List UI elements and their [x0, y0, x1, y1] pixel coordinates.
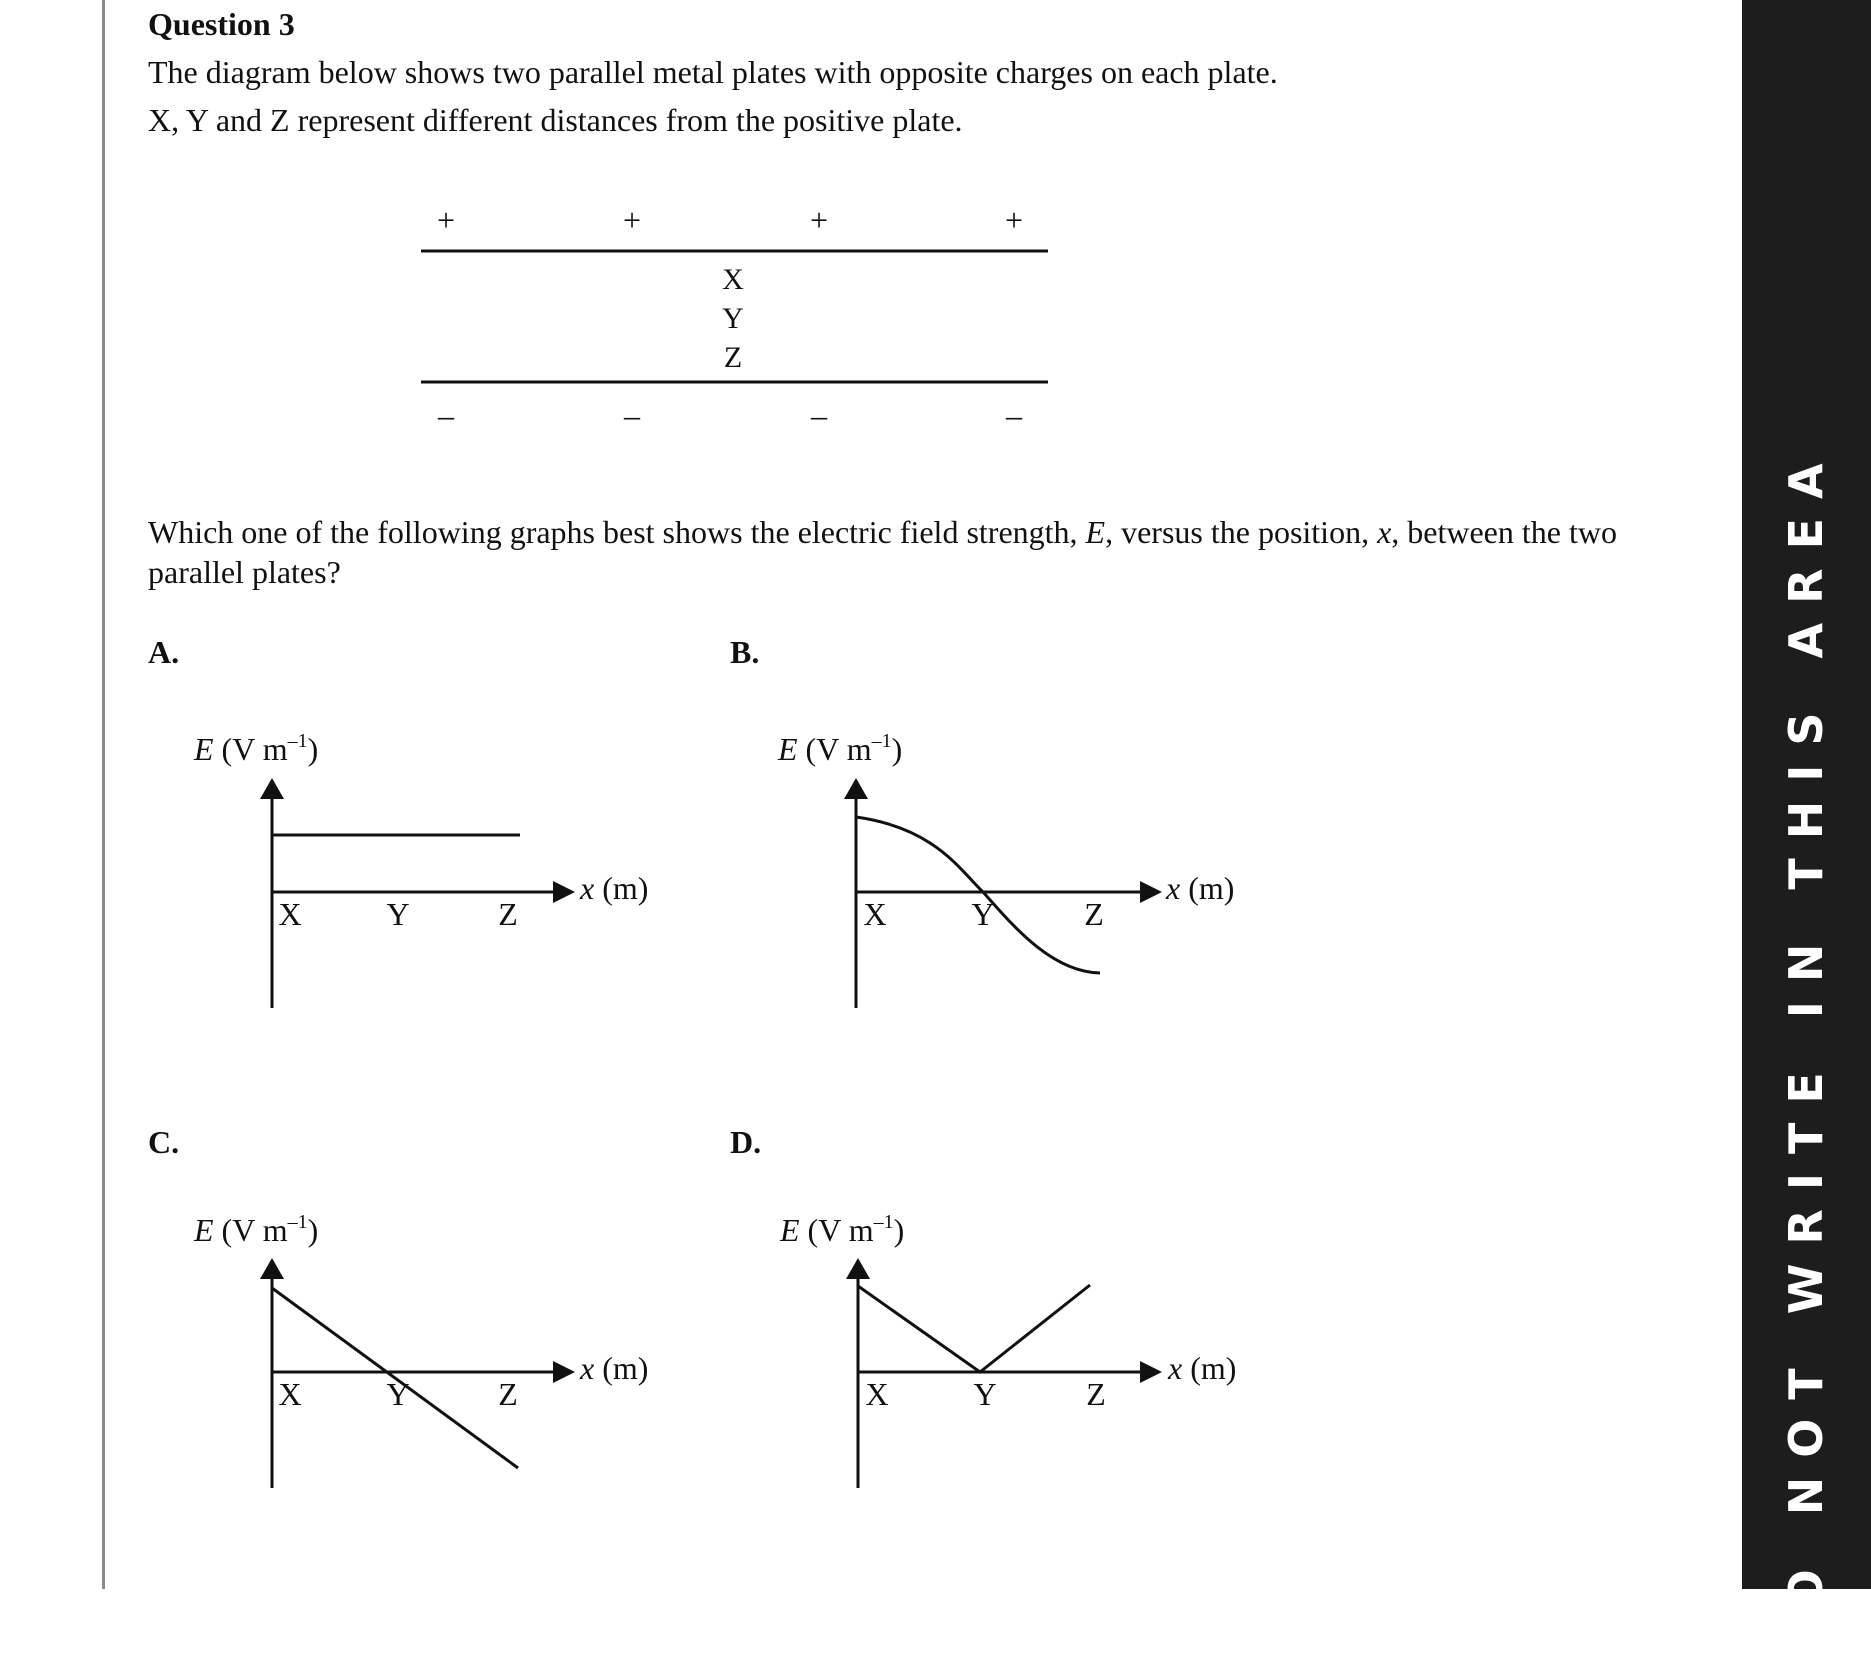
y-axis-arrowhead [260, 778, 284, 799]
graph-d [779, 1211, 1236, 1488]
question-intro-line-2: X, Y and Z represent different distances from the positive plate. [148, 102, 963, 138]
tick-z: Z [498, 896, 518, 932]
point-x-label: X [722, 263, 744, 296]
tick-x: X [865, 1376, 889, 1412]
x-axis-label: x (m) [1168, 1350, 1237, 1386]
minus-sign: – [811, 397, 827, 433]
point-y-label: Y [722, 302, 744, 335]
x-axis-label: x (m) [1166, 870, 1235, 906]
tick-z: Z [1086, 1376, 1106, 1412]
minus-sign: – [1006, 397, 1022, 433]
minus-sign: – [438, 397, 454, 433]
y-axis-label: E (V $m^{-1}$) [194, 1211, 319, 1248]
question-stem: Which one of the following graphs best shows the electric field strength, E, versus the position, x, between the two parallel plates? [148, 514, 1617, 590]
field-curve [858, 1285, 1090, 1372]
y-axis-arrowhead [844, 778, 868, 799]
e-variable: E [1085, 514, 1106, 550]
plus-sign: + [436, 202, 456, 238]
graph-a [193, 730, 648, 1008]
x-axis-arrowhead [1140, 1361, 1162, 1383]
question-intro-line-1: The diagram below shows two parallel metal plates with opposite charges on each plate. [148, 54, 1278, 90]
option-a-label: A. [148, 634, 180, 670]
y-axis-arrowhead [846, 1258, 870, 1279]
minus-sign: – [624, 397, 640, 433]
field-curve [856, 817, 1100, 973]
graph-c [193, 1211, 648, 1488]
tick-z: Z [1084, 896, 1104, 932]
x-variable: x [1377, 514, 1392, 550]
option-b-label: B. [730, 634, 760, 670]
tick-y: Y [971, 896, 995, 932]
plus-sign: + [622, 202, 642, 238]
tick-y: Y [386, 1376, 410, 1412]
tick-x: X [863, 896, 887, 932]
point-z-label: Z [723, 341, 743, 374]
field-curve [272, 1288, 518, 1468]
tick-z: Z [498, 1376, 518, 1412]
x-axis-label: x (m) [580, 1350, 649, 1386]
option-d-label: D. [730, 1124, 762, 1160]
y-axis-label: E (V $m^{-1}$) [194, 730, 319, 767]
y-axis-arrowhead [260, 1258, 284, 1279]
tick-y: Y [973, 1376, 997, 1412]
x-axis-arrowhead [1140, 881, 1162, 903]
y-axis-label: E (V $m^{-1}$) [778, 730, 903, 767]
y-axis-label: E (V $m^{-1}$) [780, 1211, 905, 1248]
plus-sign: + [809, 202, 829, 238]
x-axis-arrowhead [553, 1361, 575, 1383]
x-axis-arrowhead [553, 881, 575, 903]
option-c-label: C. [148, 1124, 180, 1160]
graph-b [777, 730, 1234, 1008]
tick-x: X [278, 896, 302, 932]
tick-x: X [278, 1376, 302, 1412]
side-notice: DO NOT WRITE IN THIS AREA [1779, 444, 1833, 1666]
plus-sign: + [1004, 202, 1024, 238]
question-title: Question 3 [148, 6, 295, 42]
tick-y: Y [386, 896, 410, 932]
x-axis-label: x (m) [580, 870, 649, 906]
